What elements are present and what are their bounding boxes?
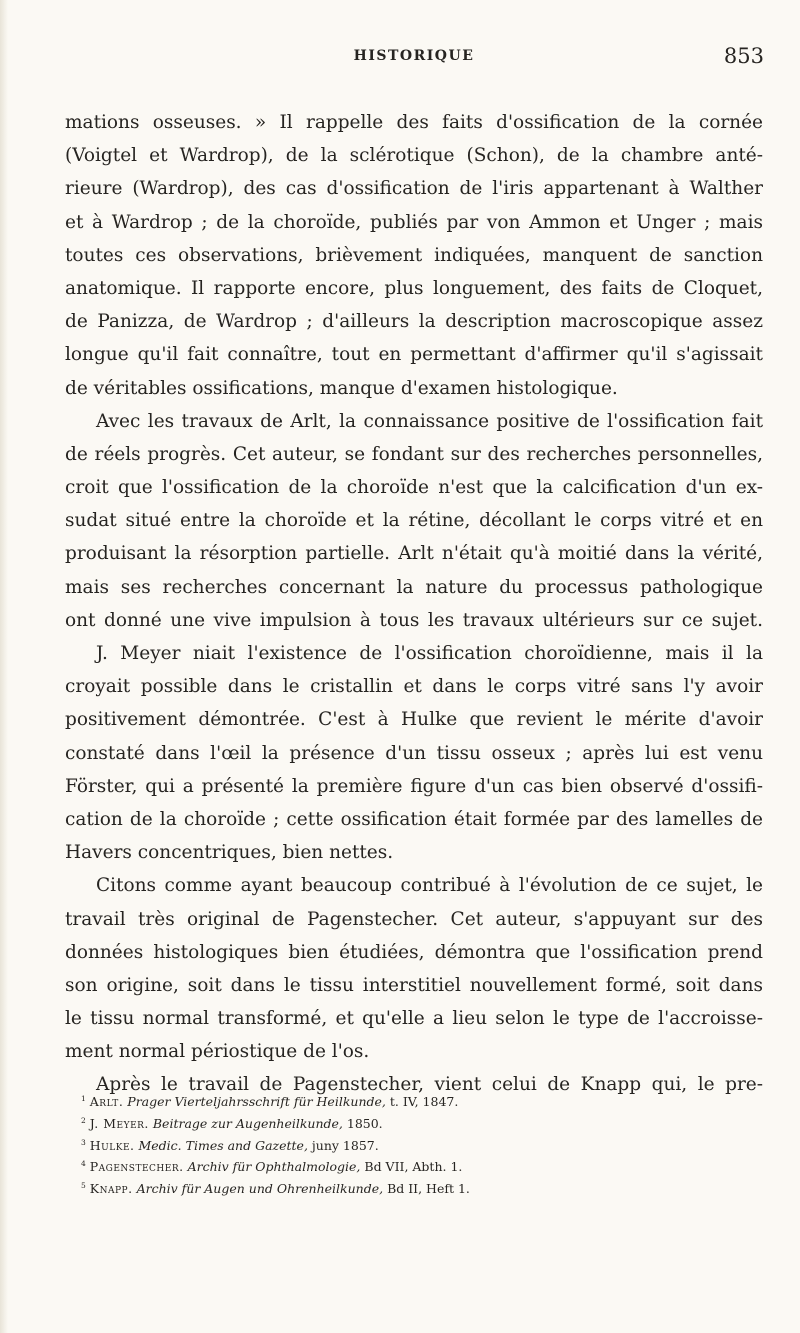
page-header [64, 44, 764, 78]
text-line-28: le tissu normal transformé, et qu'elle a lieu selon le type de l'accroisse- [65, 1008, 763, 1030]
text-line-20: constaté dans l'œil la présence d'un tissu osseux ; après lui est venu [65, 742, 763, 764]
text-line-7: de Panizza, de Wardrop ; d'ailleurs la description macroscopique assez [65, 311, 763, 333]
text-line-15: mais ses recherches concernant la nature du processus pathologique [65, 576, 763, 598]
running-title: HISTORIQUE [353, 48, 475, 64]
text-line-13: sudat situé entre la choroïde et la rétine, décollant le corps vitré et en [65, 510, 763, 532]
text-line-2: (Voigtel et Wardrop), de la sclérotique (Schon), de la chambre anté- [65, 145, 763, 167]
text-line-8: longue qu'il fait connaître, tout en permettant d'affirmer qu'il s'agissait [65, 344, 763, 366]
footnote-5: $^5$ Knapp. Archiv für Augen und Ohrenheilkunde, Bd II, Heft 1. [81, 1181, 470, 1197]
footnote-1: $^1$ Arlt. Prager Vierteljahrsschrift für Heilkunde, t. IV, 1847. [81, 1094, 459, 1110]
footnote-3: $^3$ Hulke. Medic. Times and Gazette, juny 1857. [81, 1137, 379, 1153]
page-number: 853 [723, 44, 764, 68]
text-line-30: Après le travail de Pagenstecher, vient celui de Knapp qui, le pre- [96, 1074, 763, 1096]
text-line-21: Förster, qui a présenté la première figure d'un cas bien observé d'ossifi- [65, 775, 763, 797]
footnote-2: $^2$ J. Meyer. Beitrage zur Augenheilkunde, 1850. [81, 1115, 383, 1131]
page-edge-shadow [0, 0, 8, 1333]
text-line-18: croyait possible dans le cristallin et dans le corps vitré sans l'y avoir [65, 676, 763, 698]
text-line-24: Citons comme ayant beaucoup contribué à l'évolution de ce sujet, le [96, 875, 763, 897]
text-line-11: de réels progrès. Cet auteur, se fondant sur des recherches personnelles, [65, 443, 763, 465]
text-line-16: ont donné une vive impulsion à tous les travaux ultérieurs sur ce sujet. [65, 609, 763, 631]
text-line-12: croit que l'ossification de la choroïde n'est que la calcification d'un ex- [65, 477, 763, 499]
text-line-10: Avec les travaux de Arlt, la connaissance positive de l'ossification fait [96, 410, 763, 432]
text-line-6: anatomique. Il rapporte encore, plus longuement, des faits de Cloquet, [65, 277, 763, 299]
text-line-1: mations osseuses. » Il rappelle des faits d'ossification de la cornée [65, 112, 763, 133]
text-line-4: et à Wardrop ; de la choroïde, publiés par von Ammon et Unger ; mais [65, 211, 763, 233]
body-text [65, 106, 763, 1102]
text-line-26: données histologiques bien étudiées, démontra que l'ossification prend [65, 941, 763, 963]
text-line-27: son origine, soit dans le tissu interstitiel nouvellement formé, soit dans [65, 974, 763, 996]
text-line-19: positivement démontrée. C'est à Hulke que revient le mérite d'avoir [65, 709, 763, 731]
footnote-4: $^4$ Pagenstecher. Archiv für Ophthalmologie, Bd VII, Abth. 1. [81, 1159, 463, 1175]
text-line-29: ment normal périostique de l'os. [65, 1041, 370, 1063]
text-line-5: toutes ces observations, brièvement indiquées, manquent de sanction [65, 244, 763, 266]
text-line-22: cation de la choroïde ; cette ossification était formée par des lamelles de [65, 808, 763, 830]
text-line-14: produisant la résorption partielle. Arlt n'était qu'à moitié dans la vérité, [65, 543, 763, 565]
text-line-17: J. Meyer niait l'existence de l'ossification choroïdienne, mais il la [96, 643, 763, 664]
text-line-3: rieure (Wardrop), des cas d'ossification de l'iris appartenant à Walther [65, 178, 763, 200]
text-line-23: Havers concentriques, bien nettes. [65, 842, 394, 864]
footnotes [81, 1090, 761, 1199]
text-line-25: travail très original de Pagenstecher. Cet auteur, s'appuyant sur des [65, 908, 763, 930]
text-line-9: de véritables ossifications, manque d'examen histologique. [65, 377, 618, 399]
